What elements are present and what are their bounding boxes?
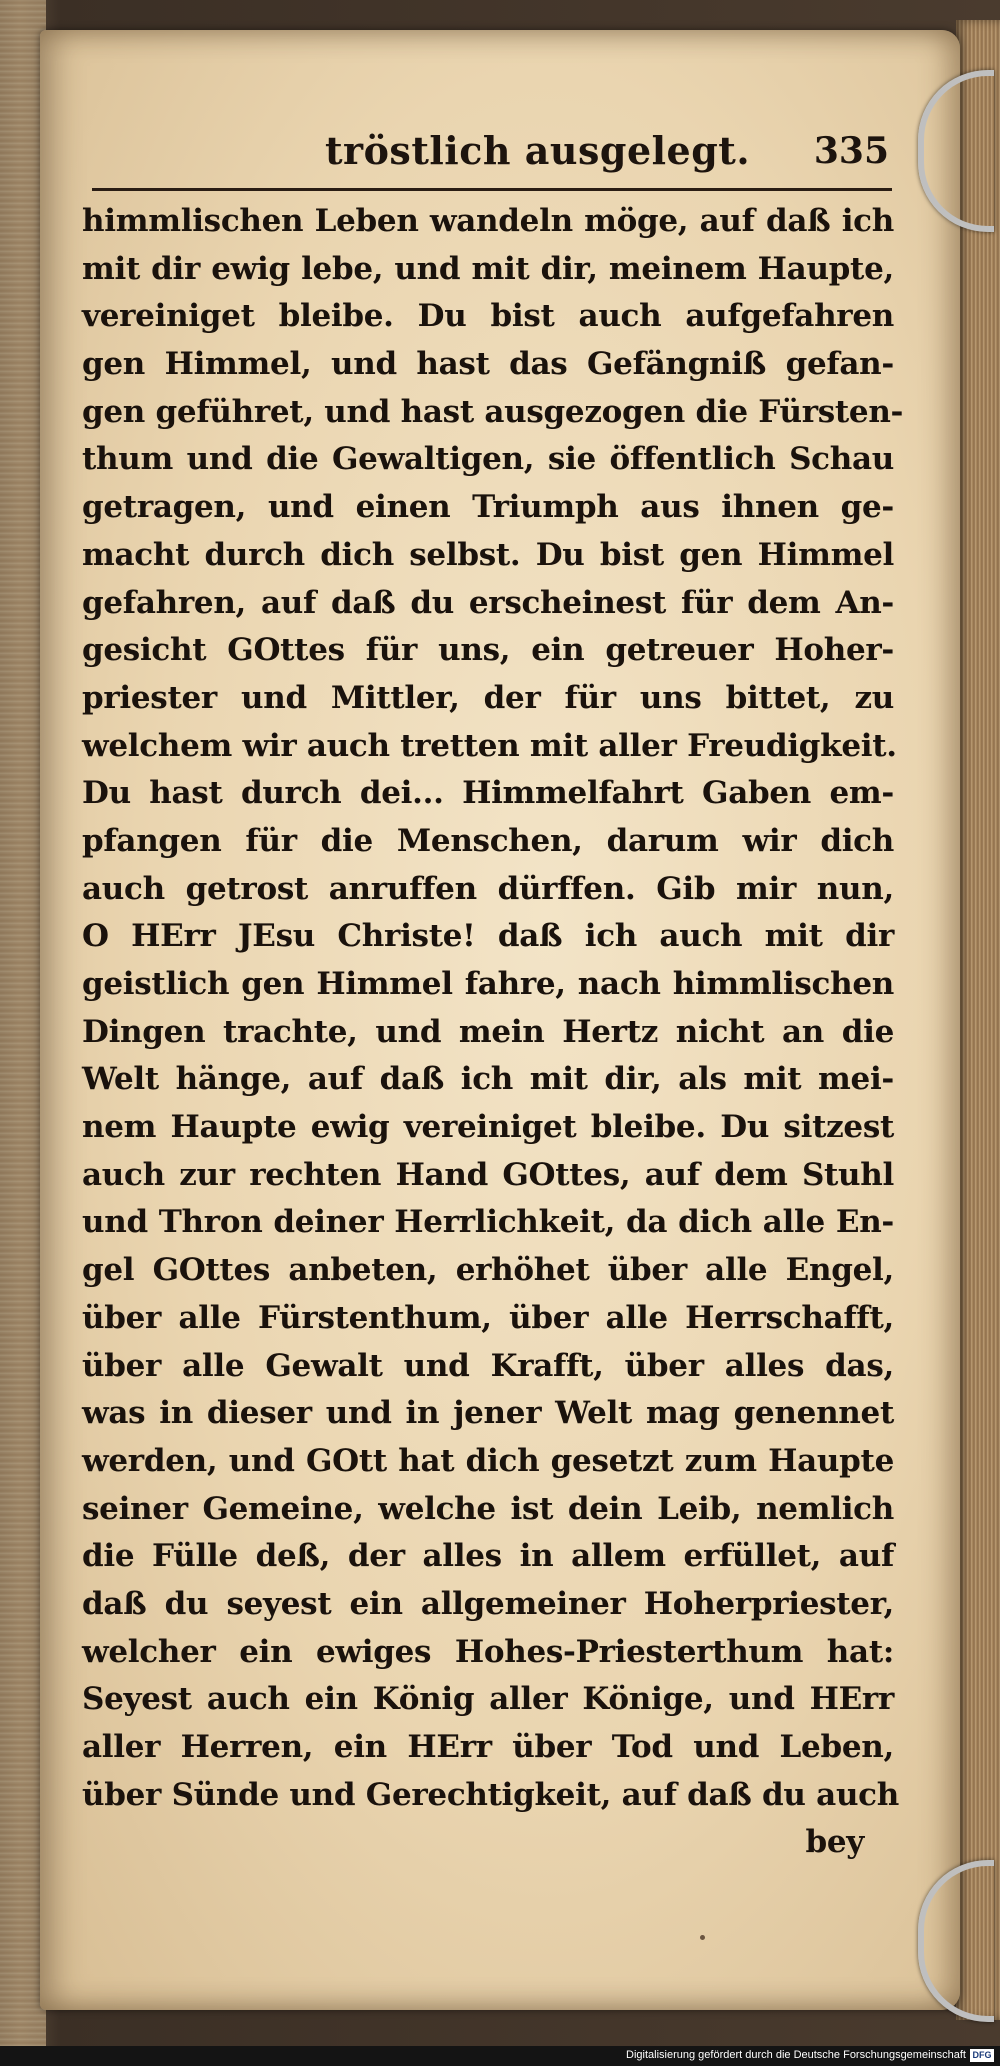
text-line: nem Haupte ewig vereiniget bleibe. Du sitzest	[82, 1109, 894, 1146]
text-line: Du hast durch dei... Himmelfahrt Gaben em-	[82, 775, 894, 812]
text-line: seiner Gemeine, welche ist dein Leib, nemlich	[82, 1490, 894, 1527]
text-line: Seyest auch ein König aller Könige, und HErr	[82, 1681, 894, 1718]
text-line: mit dir ewig lebe, und mit dir, meinem Haupte,	[82, 250, 894, 287]
text-line: gesicht GOttes für uns, ein getreuer Hoher-	[82, 632, 894, 669]
text-line: auch getrost anruffen dürffen. Gib mir nun,	[82, 870, 894, 907]
text-line: was in dieser und in jener Welt mag genennet	[82, 1395, 894, 1432]
text-line: Dingen trachte, und mein Hertz nicht an die	[82, 1013, 894, 1050]
text-line: Welt hänge, auf daß ich mit dir, als mit mei-	[82, 1061, 894, 1098]
text-line: auch zur rechten Hand GOttes, auf dem Stuhl	[82, 1156, 894, 1193]
text-line: macht durch dich selbst. Du bist gen Himmel	[82, 536, 894, 573]
dfg-logo: DFG	[970, 2049, 994, 2062]
text-line: und Thron deiner Herrlichkeit, da dich alle En-	[82, 1204, 894, 1241]
text-line: über alle Fürstenthum, über alle Herrschafft,	[82, 1299, 894, 1336]
page-number: 335	[813, 130, 889, 172]
text-line: gen Himmel, und hast das Gefängniß gefan-	[82, 346, 894, 383]
text-line: himmlischen Leben wandeln möge, auf daß ich	[82, 203, 894, 239]
text-line: die Fülle deß, der alles in allem erfüllet, auf	[82, 1538, 894, 1575]
text-line: pfangen für die Menschen, darum wir dich	[82, 822, 894, 859]
text-line: aller Herren, ein HErr über Tod und Leben,	[82, 1729, 894, 1765]
text-line: über alle Gewalt und Krafft, über alles das,	[82, 1347, 894, 1384]
header-rule	[92, 188, 892, 191]
text-line: gel GOttes anbeten, erhöhet über alle Engel,	[82, 1252, 894, 1289]
text-line: werden, und GOtt hat dich gesetzt zum Haupte	[82, 1442, 894, 1479]
running-title: tröstlich ausgelegt.	[325, 128, 751, 173]
text-line: priester und Mittler, der für uns bittet, zu	[82, 679, 894, 716]
text-line: vereiniget bleibe. Du bist auch aufgefahren	[82, 298, 894, 335]
body-text	[82, 198, 904, 1867]
text-line: über Sünde und Gerechtigkeit, auf daß du auch	[82, 1776, 899, 1813]
text-line: gefahren, auf daß du erscheinest für dem An-	[82, 584, 894, 621]
footer-bar	[0, 2046, 1000, 2066]
text-line: thum und die Gewaltigen, sie öffentlich Schau	[82, 441, 894, 478]
text-line: welchem wir auch tretten mit aller Freudigkeit.	[82, 727, 897, 764]
text-line: welcher ein ewiges Hohes-Priesterthum hat:	[82, 1633, 894, 1670]
text-line: daß du seyest ein allgemeiner Hoherpriester,	[82, 1585, 894, 1622]
text-line: gen geführet, und hast ausgezogen die Fürsten-	[82, 393, 904, 430]
text-line: O HErr JEsu Christe! daß ich auch mit dir	[82, 918, 894, 955]
page-header	[85, 128, 889, 188]
text-line: geistlich gen Himmel fahre, nach himmlischen	[82, 966, 894, 1002]
footer-credit: Digitalisierung gefördert durch die Deutsche Forschungsgemeinschaft	[626, 2049, 966, 2061]
paper-blemish	[700, 1935, 705, 1940]
catchword: bey	[805, 1824, 864, 1861]
text-line: getragen, und einen Triumph aus ihnen ge-	[82, 489, 894, 526]
book-edge-right	[956, 20, 1000, 2020]
